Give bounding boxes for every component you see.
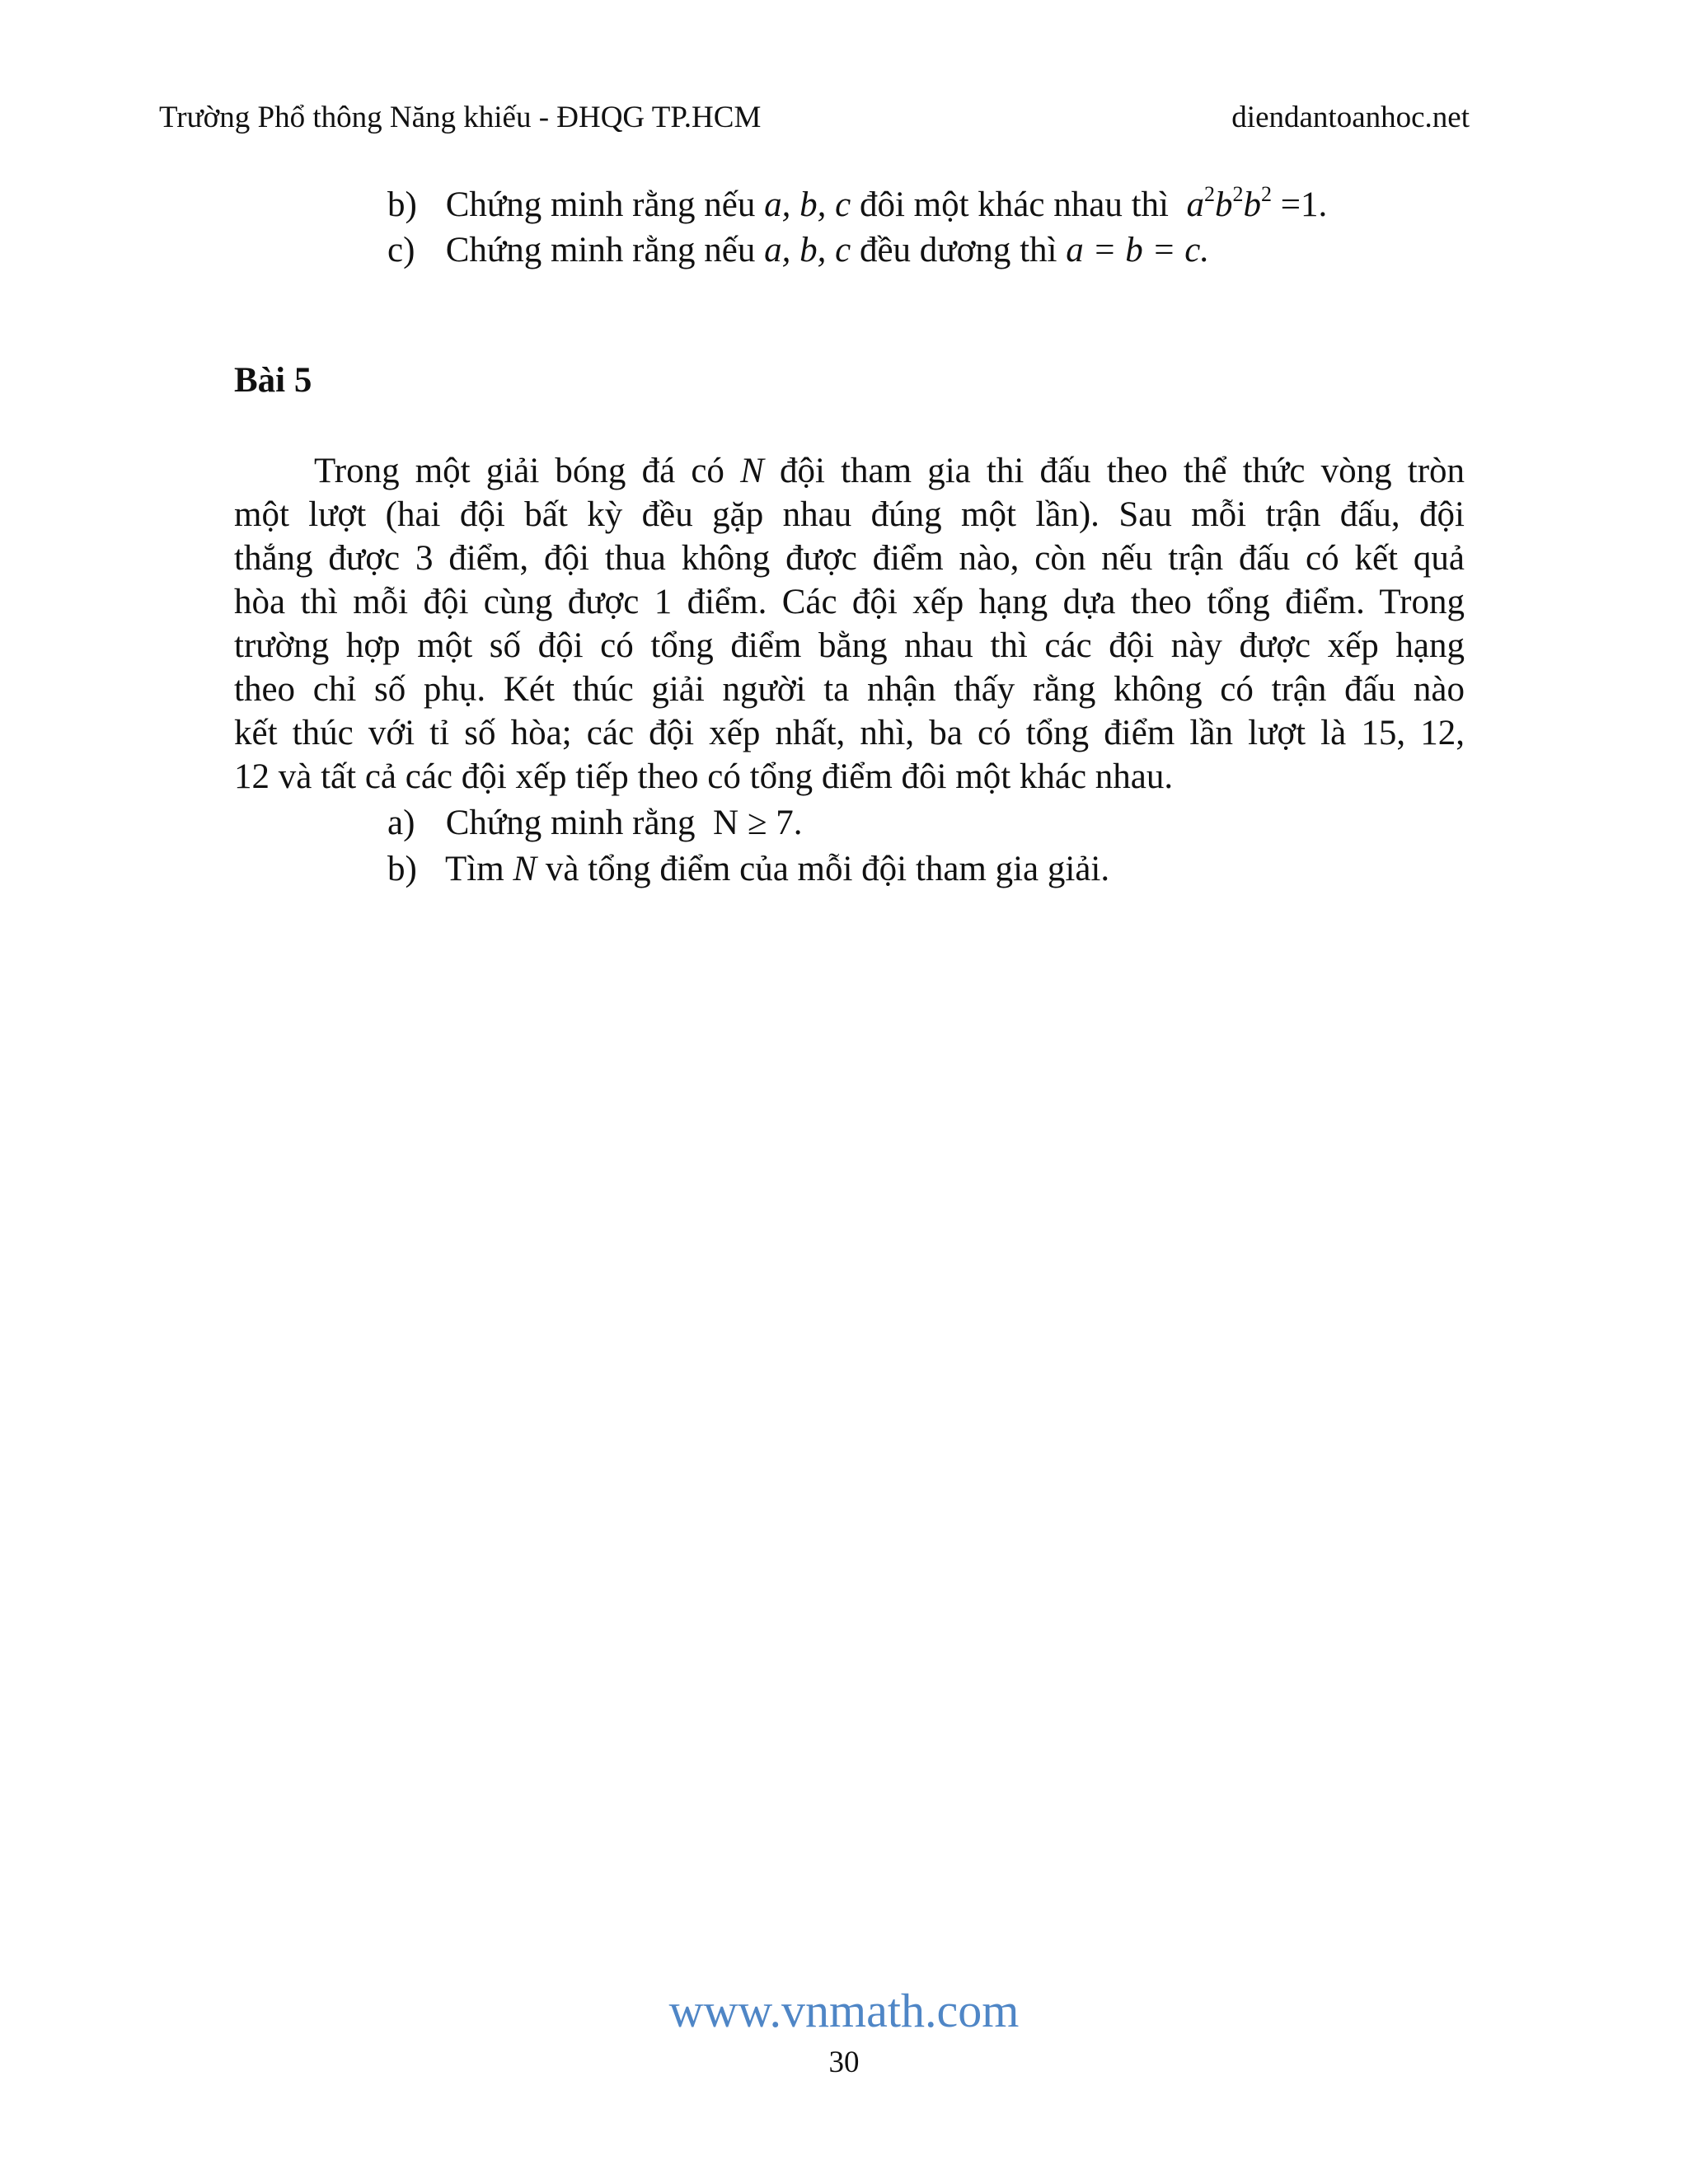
inequality: N ≥ 7 (713, 804, 794, 842)
equation: $a^2b^2b^2 =1$. (1186, 182, 1328, 224)
paragraph-line: một lượt (hai đội bất kỳ đều gặp nhau đúng một lần). Sau mỗi trận đấu, đội (234, 495, 1465, 534)
item-text: Chứng minh rằng nếu (445, 231, 756, 269)
item-label: a) (387, 804, 415, 842)
item-vars: a, b, c (764, 231, 851, 269)
paragraph-line: hòa thì mỗi đội cùng được 1 điểm. Các đội xếp hạng dựa theo tổng điểm. Trong (234, 583, 1465, 621)
equation: a = b = c. (1066, 231, 1210, 269)
prev-item-c (387, 228, 1209, 273)
item-label: b) (387, 185, 417, 224)
item-vars: a, b, c (764, 185, 851, 224)
paragraph-line: theo chỉ số phụ. Két thúc giải người ta nhận thấy rằng không có trận đấu nào (234, 670, 1465, 709)
header-site: diendantoanhoc.net (1231, 101, 1470, 134)
item-text2: đều dương thì (859, 231, 1057, 269)
problem-paragraph (234, 449, 1465, 799)
page-number: 30 (828, 2046, 860, 2079)
item-text2: đôi một khác nhau thì (859, 185, 1169, 224)
item-text: Chứng minh rằng (445, 804, 696, 842)
item-label: c) (387, 231, 415, 269)
paragraph-line: trường hợp một số đội có tổng điểm bằng nhau thì các đội này được xếp hạng (234, 626, 1465, 665)
item-label: b) (387, 850, 417, 888)
paragraph-line: thắng được 3 điểm, đội thua không được điểm nào, còn nếu trận đấu có kết quả (234, 539, 1465, 578)
item-text: Chứng minh rằng nếu (445, 185, 756, 224)
prev-item-b (387, 183, 1327, 227)
paragraph-line: Trong một giải bóng đá có N đội tham gia thi đấu theo thể thức vòng tròn (314, 452, 1465, 490)
sub-item-b (387, 847, 1109, 892)
item-text1: Tìm (444, 850, 504, 888)
header-school: Trường Phổ thông Năng khiếu - ĐHQG TP.HCM (159, 101, 762, 134)
paragraph-line: 12 và tất cả các đội xếp tiếp theo có tổng điểm đôi một khác nhau. (234, 757, 1174, 796)
item-var: N (513, 850, 537, 888)
section-title: Bài 5 (234, 361, 312, 400)
sub-item-a (387, 801, 802, 846)
item-text2: và tổng điểm của mỗi đội tham gia giải. (545, 850, 1110, 888)
page-header (159, 97, 1470, 138)
paragraph-line: kết thúc với tỉ số hòa; các đội xếp nhất, nhì, ba có tổng điểm lần lượt là 15, 12, (234, 714, 1465, 752)
footer-url: www.vnmath.com (668, 1984, 1020, 2037)
item-tail: . (793, 804, 803, 842)
